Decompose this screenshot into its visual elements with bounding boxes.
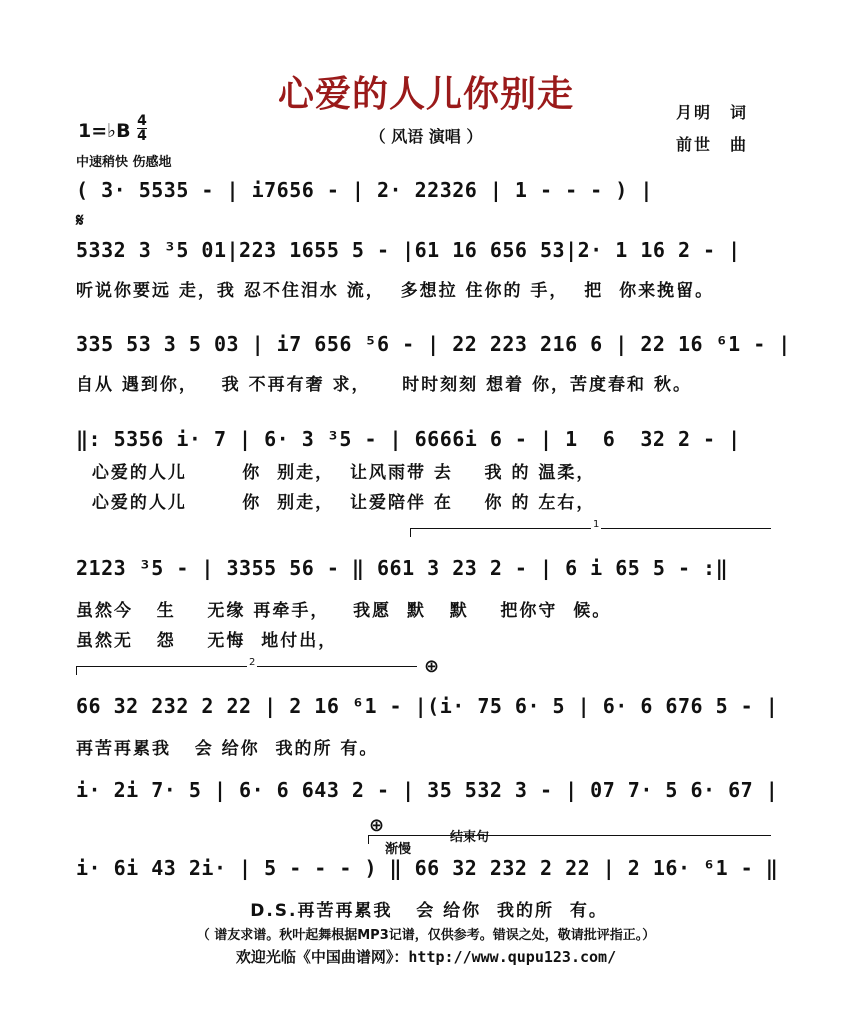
singer-credit: （ 风语 演唱 ） <box>369 127 483 146</box>
lyric-line-2: 听说你要远 走，我 忍不住泪水 流， 多想拉 住你的 手， 把 你来挽留。 <box>76 281 715 301</box>
website-link[interactable]: http://www.qupu123.com/ <box>408 948 617 966</box>
transcription-note: （ 谱友求谱。秋叶起舞根据MP3记谱，仅供参考。错误之处，敬请批评指正。） <box>196 928 656 943</box>
volta-1-label: 1 <box>593 519 600 530</box>
time-signature <box>137 114 147 143</box>
notation-line-7: i· 2i 7· 5 | 6· 6 643 2 - | 35 532 3 - | 07 7· 5 6· 67 | <box>76 778 779 802</box>
volta-2-label: 2 <box>249 657 256 668</box>
meter-bottom: 4 <box>137 128 147 144</box>
gradual-slowdown-label: 渐慢 <box>385 842 412 857</box>
coda-icon: ⊕ <box>424 656 440 677</box>
notation-line-2: 5332 3 ³5 01|223 1655 5 - |61 16 656 53|2· 1 16 2 - | <box>76 238 741 262</box>
lyric-line-5b: 虽然无 怨 无悔 地付出， <box>76 631 338 651</box>
lyric-line-5a: 虽然今 生 无缘 再牵手， 我愿 默 默 把你守 候。 <box>76 601 612 621</box>
notation-line-3: 335 53 3 5 03 | i7 656 ⁵6 - | 22 223 216 6 | 22 16 ⁶1 - | <box>76 332 791 356</box>
lyric-line-3: 自从 遇到你， 我 不再有奢 求， 时时刻刻 想着 你，苦度春和 秋。 <box>76 375 692 395</box>
notation-line-1: ( 3· 5535 - | i7656 - | 2· 22326 | 1 - - - ) | <box>76 178 653 202</box>
meter-top: 4 <box>137 113 147 129</box>
lyric-line-4b: 心爱的人儿 你 别走， 让爱陪伴 在 你 的 左右， <box>76 493 596 513</box>
lyric-line-8: D.S.再苦再累我 会 给你 我的所 有。 <box>76 901 608 921</box>
composer-credit: 前世 曲 <box>676 135 749 154</box>
notation-line-4: ‖: 5356 i· 7 | 6· 3 ³5 - | 6666i 6 - | 1 6 32 2 - | <box>76 427 741 451</box>
ending-bracket <box>368 835 771 844</box>
ending-phrase-label: 结束句 <box>450 830 490 845</box>
notation-line-5: 2123 ³5 - | 3355 56 - ‖ 661 3 23 2 - | 6 i 65 5 - :‖ <box>76 556 729 580</box>
lyric-line-4a: 心爱的人儿 你 别走， 让风雨带 去 我 的 温柔， <box>76 463 596 483</box>
volta-bracket-1 <box>410 519 771 537</box>
site-credit <box>0 946 852 967</box>
welcome-text: 欢迎光临《中国曲谱网》： <box>235 948 409 966</box>
coda-icon-end: ⊕ <box>369 815 385 836</box>
notation-line-6: 66 32 232 2 22 | 2 16 ⁶1 - |(i· 75 6· 5 | 6· 6 676 5 - | <box>76 694 779 718</box>
volta-bracket-2 <box>76 657 417 675</box>
tempo-marking: 中速稍快 伤感地 <box>76 155 172 170</box>
key-signature: 1=♭B <box>78 120 131 142</box>
notation-line-8: i· 6i 43 2i· | 5 - - - ) ‖ 66 32 232 2 22 | 2 16· ⁶1 - ‖ <box>76 856 779 880</box>
song-title: 心爱的人儿你别走 <box>277 74 574 115</box>
lyricist-credit: 月明 词 <box>676 103 749 122</box>
lyric-line-6: 再苦再累我 会 给你 我的所 有。 <box>76 739 379 759</box>
segno-icon: 𝄋 <box>76 210 84 231</box>
